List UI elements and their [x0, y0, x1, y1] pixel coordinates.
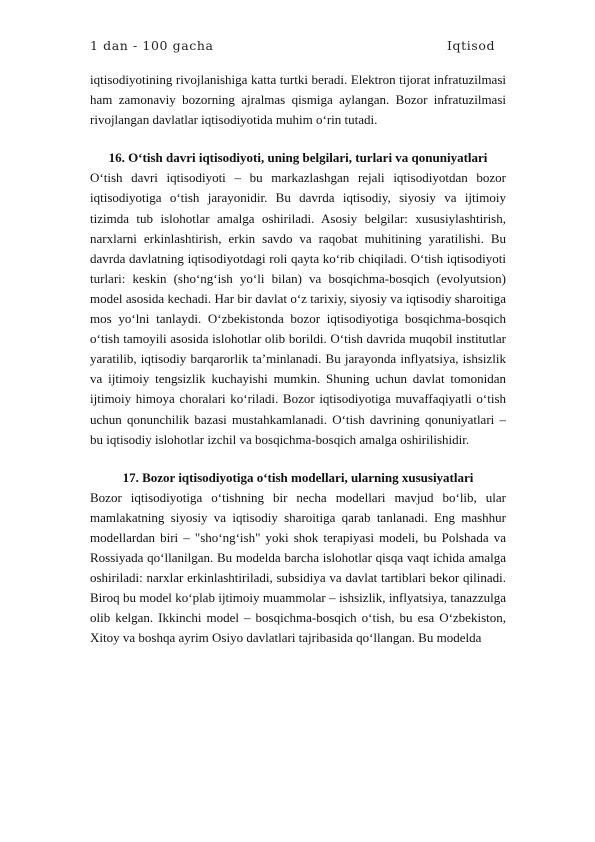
section-16-body: O‘tish davri iqtisodiyoti – bu markazlashgan rejali iqtisodiyotdan bozor iqtisodiyotiga o‘tish jarayonidir. Bu davrda iqtisodiy, siyosiy va ijtimoiy tizimda tub islohotlar amalga oshiriladi. Asosiy belgilar: xususiylashtirish, narxlarni erkinlashtirish, erkin savdo va raqobat muhitining yaratilishi. Bu davrda davlatning iqtisodiyotdagi roli qayta ko‘rib chiqiladi. O‘tish iqtisodiyoti turlari: keskin (sho‘ng‘ish yo‘li bilan) va bosqichma-bosqich (evolyutsion) model asosida kechadi. Har bir davlat o‘z tarixiy, siyosiy va iqtisodiy sharoitiga mos yo‘lni tanlaydi. O‘zbekistonda bozor iqtisodiyotiga bosqichma-bosqich o‘tish tamoyili asosida islohotlar olib borildi. O‘tish davrida muqobil institutlar yaratilib, iqtisodiy barqarorlik ta’minlanadi. Bu jarayonda inflyatsiya, ishsizlik va ijtimoiy tengsizlik kuchayishi mumkin. Shuning uchun davlat tomonidan ijtimoiy himoya choralari ko‘riladi. Bozor iqtisodiyotiga muvaffaqiyatli o‘tish uchun qonunchilik bazasi mustahkamlanadi. O‘tish davrining qonuniyatlari – bu iqtisodiy islohotlar izchil va bosqichma-bosqich amalga oshirilishidir.	[90, 170, 506, 447]
section-17-body: Bozor iqtisodiyotiga o‘tishning bir necha modellari mavjud bo‘lib, ular mamlakatning siyosiy va iqtisodiy sharoitiga qarab tanlanadi. Eng mashhur modellardan biri – "sho‘ng‘ish" yoki shok terapiyasi modeli, bu Polshada va Rossiyada qo‘llanilgan. Bu modelda barcha islohotlar qisqa vaqt ichida amalga oshiriladi: narxlar erkinlashtiriladi, subsidiya va davlat tartiblari bekor qilinadi. Biroq bu model ko‘plab ijtimoiy muammolar – ishsizlik, inflyatsiya, tanazzulga olib kelgan. Ikkinchi model – bosqichma-bosqich o‘tish, bu esa O‘zbekiston, Xitoy va boshqa ayrim Osiyo davlatlari tajribasida qo‘llangan. Bu modelda	[90, 489, 506, 646]
section-16-title: 16. O‘tish davri iqtisodiyoti, uning belgilari, turlari va qonuniyatlari	[108, 150, 488, 166]
header-subject: Iqtisod	[447, 38, 496, 53]
section-17-title: 17. Bozor iqtisodiyotiga o‘tish modellari, ularning xususiyatlari	[122, 469, 474, 485]
page-header	[90, 38, 510, 56]
intro-paragraph: iqtisodiyotining rivojlanishiga katta turtki beradi. Elektron tijorat infratuzilmasi ham zamonaviy bozorning ajralmas qismiga aylangan. Bozor infratuzilmasi rivojlangan davlatlar iqtisodiyotida muhim o‘rin tutadi.	[90, 72, 506, 128]
document-body	[90, 70, 506, 649]
header-page-range: 1 dan - 100 gacha	[90, 38, 214, 53]
